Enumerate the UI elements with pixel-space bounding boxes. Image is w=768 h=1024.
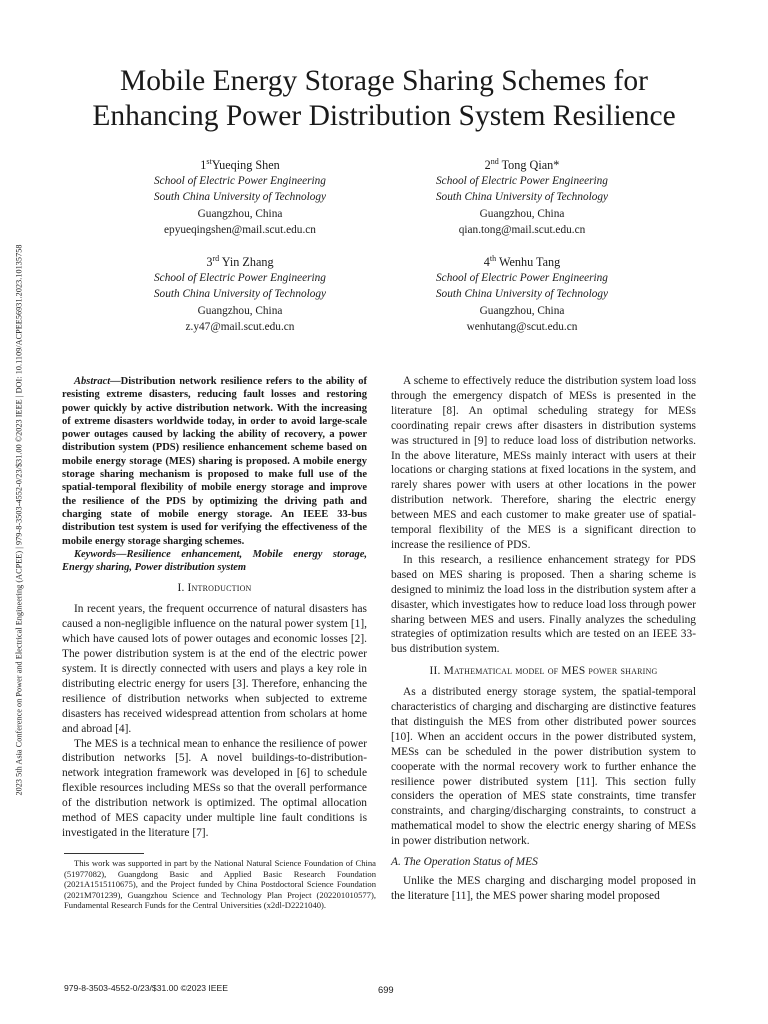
paper-title: [40, 64, 728, 134]
author-dept: School of Electric Power Engineering: [154, 175, 326, 188]
author-1: [90, 154, 390, 238]
author-univ: South China University of Technology: [153, 191, 327, 204]
paragraph: As a distributed energy storage system, the spatial-temporal characteristics of charging and discharging are distinctive features that distinguish the MES from other distributed power sources [10]. When an accident occurs in the power distributed system, MESs can be scheduled in the power distribution system to cooperate with the normal recovery work to further enhance the resilience power distributed system [11]. This section fully considers the operation of MES state constraints, time transfer constraints, and charging/discharging constraints, to construct a mathematical model to show the electric energy sharing of MESs in power distribution network.: [391, 686, 696, 848]
author-dept: School of Electric Power Engineering: [436, 175, 608, 188]
author-city: Guangzhou, China: [197, 304, 283, 317]
side-identifier: [14, 160, 24, 880]
author-city: Guangzhou, China: [479, 304, 565, 317]
author-name: 1stYueqing Shen: [200, 157, 280, 173]
author-univ: South China University of Technology: [435, 191, 609, 204]
title-line-2: Enhancing Power Distribution System Resilience: [92, 100, 676, 132]
subsection-a-heading: A. The Operation Status of MES: [391, 856, 538, 869]
footnote: This work was supported in part by the National Natural Science Foundation of China (51977082), Guangdong Basic and Applied Basic Research Foundation (2021A1515110675), and the Project funded by China Postdoctoral Science Foundation (2021M701239), Guangzhou Science and Technology Plan Project (202201010577), Fundamental Research Funds for the Central Universities (x2dl-D2221040).: [64, 858, 376, 911]
footer-copyright: 979-8-3503-4552-0/23/$31.00 ©2023 IEEE: [64, 983, 229, 993]
side-identifier-text: 2023 5th Asia Conference on Power and Electrical Engineering (ACPEE) | 979-8-3503-4552-0/23/$31.00 ©2023 IEEE | DOI: 10.1109/ACPEE56931.2023.10135758: [14, 244, 24, 796]
author-dept: School of Electric Power Engineering: [154, 272, 326, 285]
author-name: 4th Wenhu Tang: [483, 254, 561, 270]
right-column: [391, 374, 696, 904]
author-2: [372, 154, 672, 238]
footnote-rule: [64, 853, 144, 854]
author-univ: South China University of Technology: [435, 288, 609, 301]
author-3: [90, 251, 390, 335]
author-dept: School of Electric Power Engineering: [436, 272, 608, 285]
author-univ: South China University of Technology: [153, 288, 327, 301]
author-city: Guangzhou, China: [197, 207, 283, 220]
keywords: Keywords—Resilience enhancement, Mobile energy storage, Energy sharing, Power distribution system: [62, 548, 367, 574]
paragraph: In this research, a resilience enhancement strategy for PDS based on MES sharing is proposed. Then a sharing scheme is designed to minimiz the load loss in the distribution system after a disaster, which investigates how to reduce load loss through power sharing between MES and users. Finally analyzes the scheduling strategies of optimization results which are tested on an IEEE 33-bus distribution system.: [391, 553, 696, 656]
author-name: 2nd Tong Qian*: [484, 157, 560, 173]
author-email: z.y47@mail.scut.edu.cn: [185, 320, 295, 333]
paragraph: The MES is a technical mean to enhance the resilience of power distribution networks [5]. A novel buildings-to-distribution-network integration framework was developed in [6] to schedule flexible resources including MESs so that the overall performance of the distribution network is optimized. The optimal allocation method of MES capacity under multiple line fault conditions is investigated in the literature [7].: [62, 737, 367, 839]
section-2-heading: II. Mathematical model of MES power sharing: [429, 665, 658, 678]
author-4: [372, 251, 672, 335]
author-email: epyueqingshen@mail.scut.edu.cn: [164, 223, 316, 236]
paragraph: Unlike the MES charging and discharging model proposed in the literature [11], the MES power sharing model proposed: [391, 875, 696, 902]
paragraph: In recent years, the frequent occurrence of natural disasters has caused a non-negligible influence on the natural power system [1], which have caused lots of power outages and economic losses [2]. The power distribution system is at the end of the electric power system. It is directly connected with users and plays a key role in distributing electric energy for users [3]. Therefore, enhancing the resilience of distribution networks when subjected to extreme disasters has received widespread attention from scholars at home and abroad [4].: [62, 603, 367, 735]
paragraph: A scheme to effectively reduce the distribution system load loss through the emergency dispatch of MESs is presented in the literature [8]. An optimal scheduling strategy for MESs coordinating repair crews after disasters in distribution systems was structured in [9] to reduce load loss of distribution networks. In the above literature, MESs mainly interact with users at their locations or charging stations at fixed locations in the system, and rarely shares power with users at other locations in the power distribution network. Therefore, sharing the electric energy between MES and each customer to make greater use of spatial-temporal flexibility of the MES is a significant direction to increase the resilience of PDS.: [391, 375, 696, 551]
author-email: qian.tong@mail.scut.edu.cn: [458, 223, 586, 236]
left-column: [62, 375, 367, 841]
section-1-heading: I. Introduction: [177, 582, 252, 595]
page-number: 699: [378, 984, 394, 995]
abstract: Abstract—Distribution network resilience refers to the ability of resisting extreme disasters, reducing fault losses and restoring power quickly by active distribution network. With the increasing of extreme disasters worldwide today, in order to avoid large-scale power outages caused by lacking the ability of recovery, a power distribution system (PDS) resilience enhancement scheme based on mobile energy storage (MES) sharing is proposed. A mobile energy storage sharing mechanism is proposed to make full use of the spatial-temporal flexibility of mobile energy storage and improve the resilience of the PDS by optimizing the driving path and charging state of mobile energy storage. An IEEE 33-bus distribution test system is used for verifying the effectiveness of the mobile energy storage sharging schemes.: [62, 376, 367, 547]
author-city: Guangzhou, China: [479, 207, 565, 220]
title-line-1: Mobile Energy Storage Sharing Schemes for: [120, 65, 648, 97]
author-name: 3rd Yin Zhang: [206, 254, 274, 270]
author-email: wenhutang@scut.edu.cn: [466, 320, 578, 333]
